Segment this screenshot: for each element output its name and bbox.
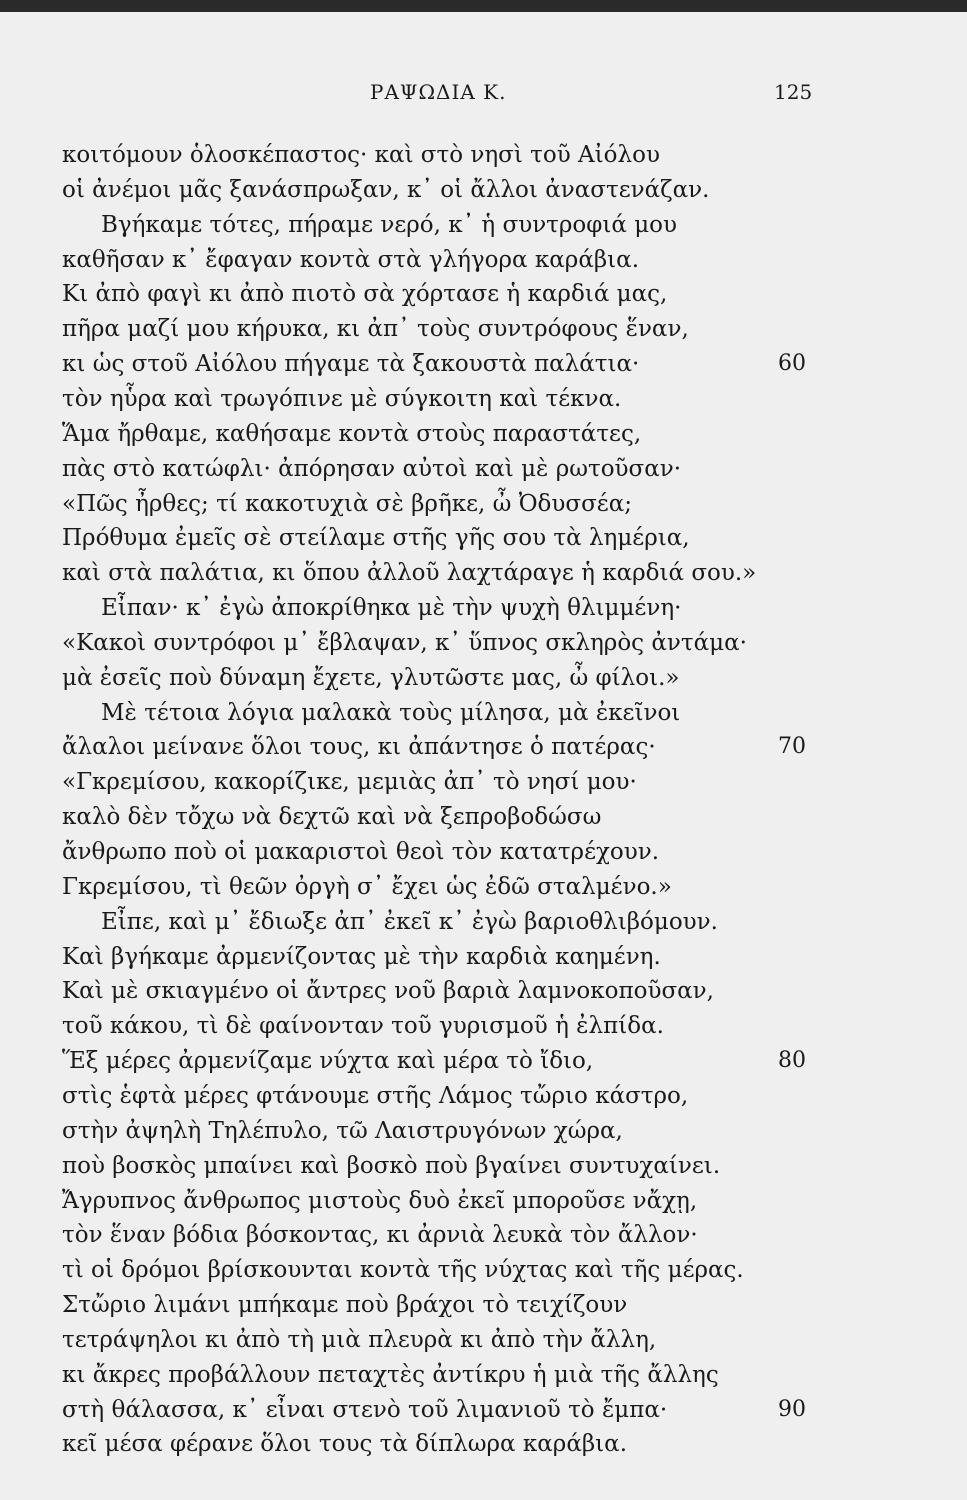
page-header — [0, 80, 967, 110]
verse-line — [0, 626, 967, 660]
verse-line — [0, 1323, 967, 1357]
line-number: 90 — [778, 1396, 806, 1422]
verse-text: ἄλαλοι μείνανε ὅλοι τους, κι ἀπάντησε ὁ πατέρας· — [62, 734, 656, 761]
verse-line — [0, 243, 967, 277]
running-head: ΡΑΨΩΔΙΑ Κ. — [370, 80, 507, 104]
book-page — [0, 12, 967, 1500]
verse-line — [0, 521, 967, 555]
verse-line — [0, 696, 967, 730]
verse-text: ἄνθρωπο ποὺ οἱ μακαριστοὶ θεοὶ τὸν κατατρέχουν. — [62, 839, 660, 865]
verse-text: πῆρα μαζί μου κήρυκα, κι ἀπ᾽ τοὺς συντρόφους ἕναν, — [62, 316, 689, 343]
verse-line — [0, 800, 967, 834]
verse-line — [0, 1114, 967, 1148]
verse-text: ποὺ βοσκὸς μπαίνει καὶ βοσκὸ ποὺ βγαίνει συντυχαίνει. — [62, 1152, 721, 1179]
verse-text: Πρόθυμα ἐμεῖς σὲ στείλαμε στῆς γῆς σου τὰ λημέρια, — [62, 525, 690, 552]
verse-text: τὸν ηὗρα καὶ τρωγόπινε μὲ σύγκοιτη καὶ τέκνα. — [62, 385, 622, 412]
line-number: 70 — [778, 734, 806, 760]
verse-text: τοῦ κάκου, τὶ δὲ φαίνονταν τοῦ γυρισμοῦ ἡ ἐλπίδα. — [62, 1013, 664, 1040]
verse-line — [0, 1393, 967, 1427]
verse-line — [0, 347, 967, 381]
verse-text: Στὤριο λιμάνι μπήκαμε ποὺ βράχοι τὸ τειχίζουν — [62, 1292, 628, 1319]
verse-text: κοιτόμουν ὁλοσκέπαστος· καὶ στὸ νησὶ τοῦ Αἰόλου — [62, 142, 660, 168]
verse-text: Ἄγρυπνος ἄνθρωπος μιστοὺς δυὸ ἐκεῖ μποροῦσε νἄχῃ, — [62, 1187, 698, 1214]
verse-text: μὰ ἐσεῖς ποὺ δύναμη ἔχετε, γλυτῶστε μας, ὦ φίλοι.» — [62, 664, 680, 691]
verse-line — [0, 1358, 967, 1392]
verse-line — [0, 1044, 967, 1078]
verse-text: τετράψηλοι κι ἀπὸ τὴ μιὰ πλευρὰ κι ἀπὸ τὴν ἄλλη, — [62, 1326, 657, 1353]
verse-line — [0, 835, 967, 869]
verse-text: Εἶπαν· κ᾽ ἐγὼ ἀποκρίθηκα μὲ τὴν ψυχὴ θλιμμένη· — [101, 595, 682, 622]
verse-line — [0, 277, 967, 311]
line-number: 80 — [778, 1048, 806, 1074]
page-number: 125 — [774, 80, 813, 104]
verse-text: οἱ ἀνέμοι μᾶς ξανάσπρωξαν, κ᾽ οἱ ἄλλοι ἀναστενάζαν. — [62, 176, 710, 203]
verse-text: καθῆσαν κ᾽ ἔφαγαν κοντὰ στὰ γλήγορα καράβια. — [62, 246, 640, 273]
verse-line — [0, 1079, 967, 1113]
verse-text: στὴν ἀψηλὴ Τηλέπυλο, τῶ Λαιστρυγόνων χώρα, — [62, 1117, 623, 1144]
verse-line — [0, 1288, 967, 1322]
verse-text: καὶ στὰ παλάτια, κι ὅπου ἀλλοῦ λαχτάραγε ἡ καρδιά σου.» — [62, 560, 757, 587]
verse-text: Ἅμα ἤρθαμε, καθήσαμε κοντὰ στοὺς παραστάτες, — [62, 420, 642, 447]
verse-line — [0, 312, 967, 346]
verse-line — [0, 905, 967, 939]
verse-text: Ἕξ μέρες ἀρμενίζαμε νύχτα καὶ μέρα τὸ ἴδιο, — [62, 1048, 594, 1075]
verse-text: Καὶ βγήκαμε ἀρμενίζοντας μὲ τὴν καρδιὰ καημένη. — [62, 943, 661, 970]
verse-line — [0, 661, 967, 695]
verse-text: «Πῶς ἦρθες; τί κακοτυχιὰ σὲ βρῆκε, ὦ Ὀδυσσέα; — [62, 490, 632, 517]
verse-text: κι ὡς στοῦ Αἰόλου πήγαμε τὰ ξακουστὰ παλάτια· — [62, 351, 640, 378]
verse-line — [0, 870, 967, 904]
verse-line — [0, 417, 967, 451]
verse-text: «Κακοὶ συντρόφοι μ᾽ ἔβλαψαν, κ᾽ ὕπνος σκληρὸς ἀντάμα· — [62, 629, 747, 656]
verse-line — [0, 1427, 967, 1461]
verse-text: στὶς ἑφτὰ μέρες φτάνουμε στῆς Λάμος τὤριο κάστρο, — [62, 1082, 689, 1109]
verse-text: Καὶ μὲ σκιαγμένο οἱ ἄντρες νοῦ βαριὰ λαμνοκοποῦσαν, — [62, 978, 714, 1005]
verse-line — [0, 1184, 967, 1218]
verse-line — [0, 730, 967, 764]
verse-text: κι ἄκρες προβάλλουν πεταχτὲς ἀντίκρυ ἡ μιὰ τῆς ἄλλης — [62, 1361, 719, 1388]
verse-line — [0, 208, 967, 242]
verse-text: κεῖ μέσα φέρανε ὅλοι τους τὰ δίπλωρα καράβια. — [62, 1431, 628, 1458]
verse-text: τὶ οἱ δρόμοι βρίσκουνται κοντὰ τῆς νύχτας καὶ τῆς μέρας. — [62, 1257, 744, 1284]
verse-text: καλὸ δὲν τὄχω νὰ δεχτῶ καὶ νὰ ξεπροβοδώσω — [62, 804, 602, 831]
verse-line — [0, 173, 967, 207]
verse-line — [0, 1149, 967, 1183]
line-number: 60 — [778, 351, 806, 377]
verse-line — [0, 940, 967, 974]
verse-text: Εἶπε, καὶ μ᾽ ἔδιωξε ἀπ᾽ ἐκεῖ κ᾽ ἐγὼ βαριοθλιβόμουν. — [101, 908, 718, 935]
verse-text: Μὲ τέτοια λόγια μαλακὰ τοὺς μίλησα, μὰ ἐκεῖνοι — [101, 699, 681, 726]
verse-text: Βγήκαμε τότες, πήραμε νερό, κ᾽ ἡ συντροφιά μου — [101, 211, 678, 238]
verse-line — [0, 765, 967, 799]
verse-text: τὸν ἕναν βόδια βόσκοντας, κι ἀρνιὰ λευκὰ τὸν ἄλλον· — [62, 1222, 698, 1249]
verse-line — [0, 1009, 967, 1043]
verse-line — [0, 974, 967, 1008]
scan-top-edge — [0, 0, 967, 12]
verse-text: Γκρεμίσου, τὶ θεῶν ὀργὴ σ᾽ ἔχει ὡς ἐδῶ σταλμένο.» — [62, 873, 672, 900]
verse-line — [0, 591, 967, 625]
verse-line — [0, 382, 967, 416]
verse-text: Κι ἀπὸ φαγὶ κι ἀπὸ πιοτὸ σὰ χόρτασε ἡ καρδιά μας, — [62, 281, 668, 308]
verse-line — [0, 1253, 967, 1287]
verse-line — [0, 1218, 967, 1252]
verse-text: πὰς στὸ κατώφλι· ἀπόρησαν αὐτοὶ καὶ μὲ ρωτοῦσαν· — [62, 455, 682, 482]
verse-line — [0, 138, 967, 172]
verse-text: «Γκρεμίσου, κακορίζικε, μεμιὰς ἀπ᾽ τὸ νησί μου· — [62, 769, 637, 796]
verse-line — [0, 487, 967, 521]
verse-line — [0, 556, 967, 590]
verse-text: στὴ θάλασσα, κ᾽ εἶναι στενὸ τοῦ λιμανιοῦ τὸ ἔμπα· — [62, 1396, 668, 1423]
verse-line — [0, 452, 967, 486]
